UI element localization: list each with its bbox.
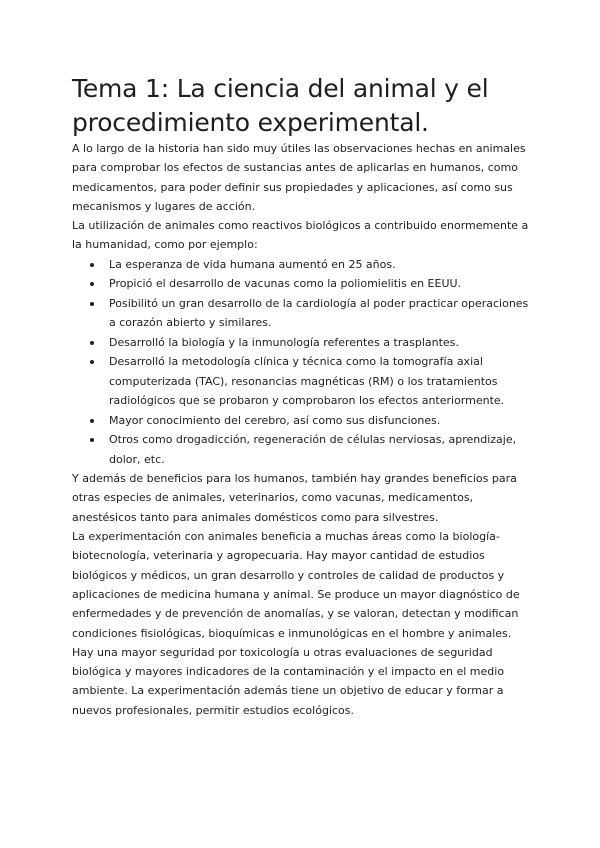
examples-intro-paragraph: La utilización de animales como reactivos biológicos a contribuido enormemente a la humanidad, como por ejemplo: — [72, 219, 529, 252]
bullet-icon — [90, 438, 94, 442]
list-item-text: Desarrolló la metodología clínica y técnica como la tomografía axial computerizada (TAC), resonancias magnéticas (RM) o los tratamientos radiológicos que se probaron y comprobaron los efectos anteriormente. — [109, 355, 505, 408]
list-item-text: Otros como drogadicción, regeneración de células nerviosas, aprendizaje, dolor, etc. — [109, 433, 517, 466]
list-item — [72, 274, 534, 293]
list-item-text: La esperanza de vida humana aumentó en 25 años. — [109, 257, 396, 271]
list-item-text: Mayor conocimiento del cerebro, así como sus disfunciones. — [109, 413, 441, 427]
document-body — [72, 139, 534, 720]
list-item — [72, 333, 534, 352]
bullet-icon — [90, 419, 94, 423]
bullet-icon — [90, 302, 94, 306]
bullet-icon — [90, 282, 94, 286]
research-areas-paragraph: La experimentación con animales beneficia a muchas áreas como la biología-biotecnología, veterinaria y agropecuaria. Hay mayor cantidad de estudios biológicos y médicos, un gran desarrollo y controles de calidad de productos y aplicaciones de medicina humana y animal. Se produce un mayor diagnóstico de enfermedades y de prevención de anomalías, y se valoran, detectan y modifican condiciones fisiológicas, bioquímicas e inmunológicas en el hombre y animales. Hay una mayor seguridad por toxicología u otras evaluaciones de seguridad biológica y mayores indicadores de la contaminación y el impacto en el medio ambiente. La experimentación además tiene un objetivo de educar y formar a nuevos profesionales, permitir estudios ecológicos. — [72, 530, 520, 717]
list-item — [72, 411, 534, 430]
intro-paragraph: A lo largo de la historia han sido muy útiles las observaciones hechas en animales para comprobar los efectos de sustancias antes de aplicarlas en humanos, como medicamentos, para poder definir sus propiedades y aplicaciones, así como sus mecanismos y lugares de acción. — [72, 142, 526, 213]
list-item — [72, 255, 534, 274]
bullet-icon — [90, 263, 94, 267]
bullet-icon — [90, 341, 94, 345]
list-item — [72, 352, 534, 410]
list-item-text: Desarrolló la biología y la inmunología referentes a trasplantes. — [109, 335, 459, 349]
list-item-text: Propició el desarrollo de vacunas como la poliomielitis en EEUU. — [109, 277, 462, 291]
list-item — [72, 430, 534, 469]
list-item — [72, 294, 534, 333]
animal-benefits-paragraph: Y además de beneficios para los humanos, también hay grandes beneficios para otras especies de animales, veterinarios, como vacunas, medicamentos, anestésicos tanto para animales domésticos como para silvestres. — [72, 472, 517, 524]
bullet-icon — [90, 360, 94, 364]
list-item-text: Posibilitó un gran desarrollo de la cardiología al poder practicar operaciones a corazón abierto y similares. — [109, 296, 529, 330]
document-title: Tema 1: La ciencia del animal y el procedimiento experimental. — [72, 74, 489, 137]
benefits-list — [72, 255, 534, 469]
